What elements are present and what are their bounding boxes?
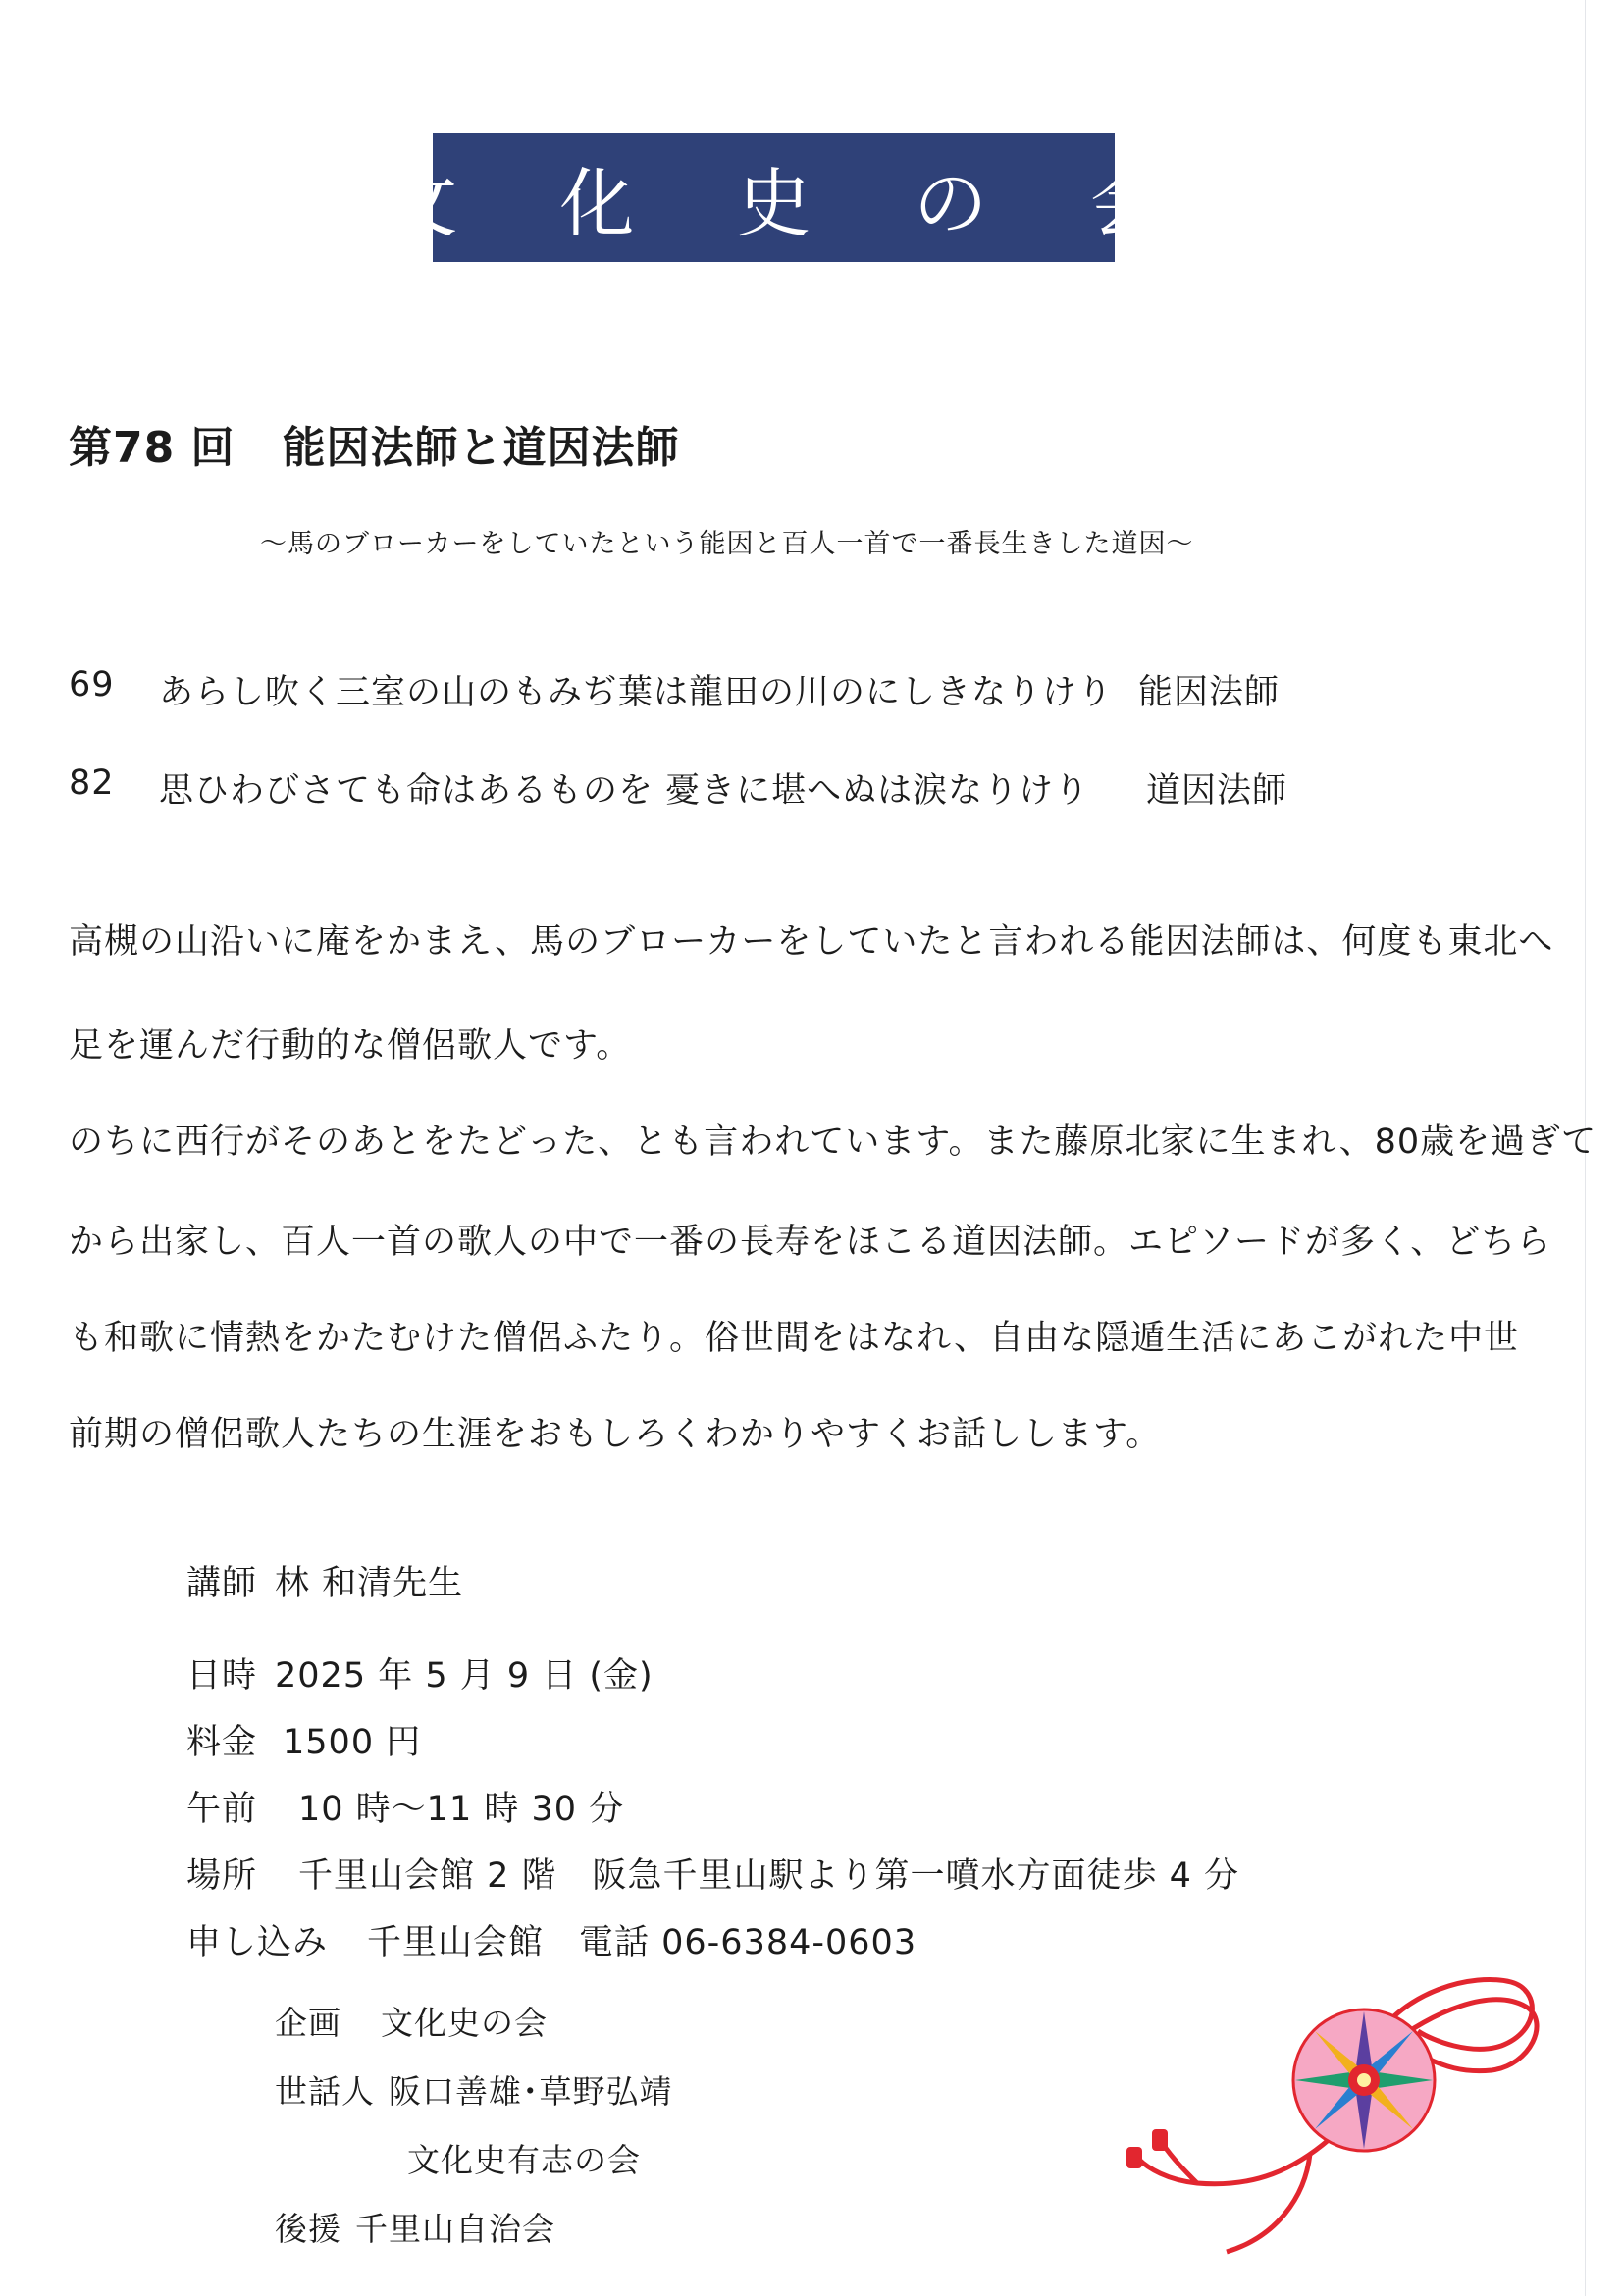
apply-label: 申し込み <box>186 1923 329 1962</box>
poem-number: 69 <box>69 665 115 704</box>
description-line: 前期の僧侶歌人たちの生涯をおもしろくわかりやすくお話しします。 <box>69 1415 1162 1454</box>
lecturer-name: 林 和清先生 <box>275 1564 464 1603</box>
poem-text: あらし吹く三室の山のもみぢ葉は龍田の川のにしきなりけり <box>159 673 1114 712</box>
time-value: 10 時～11 時 30 分 <box>298 1790 625 1829</box>
description-line: 足を運んだ行動的な僧侶歌人です。 <box>69 1026 632 1066</box>
poem-82 <box>69 763 1442 812</box>
organizers-value: 阪口善雄･草野弘靖 <box>389 2072 673 2111</box>
time-row <box>186 1782 624 1831</box>
support-label: 後援 <box>275 2210 341 2248</box>
fee-value: 1500 円 <box>283 1723 422 1762</box>
apply-value: 千里山会館 電話 06-6384-0603 <box>367 1923 917 1962</box>
tassel <box>1152 2129 1168 2151</box>
date-row <box>186 1648 654 1697</box>
venue-value: 千里山会館 2 階 阪急千里山駅より第一噴水方面徒歩 4 分 <box>298 1856 1240 1896</box>
fee-row <box>186 1715 421 1764</box>
support-row <box>275 2204 555 2250</box>
tassel <box>1126 2147 1142 2168</box>
planning-label: 企画 <box>275 2004 341 2042</box>
poem-author: 道因法師 <box>1146 771 1288 810</box>
title-banner <box>383 133 1204 262</box>
poem-number: 82 <box>69 763 115 803</box>
apply-row <box>186 1915 916 1964</box>
date-value: 2025 年 5 月 9 日 (金) <box>275 1656 654 1696</box>
description-line: も和歌に情熱をかたむけた僧侶ふたり。俗世間をはなれ、自由な隠遁生活にあこがれた中世 <box>69 1319 1520 1358</box>
planning-value: 文化史の会 <box>381 2004 548 2042</box>
date-label: 日時 <box>186 1656 258 1696</box>
lecturer-row <box>186 1556 463 1605</box>
lecturer-label: 講師 <box>186 1564 258 1603</box>
poem-69 <box>69 665 1442 714</box>
session-number: 第78 回 <box>69 423 236 473</box>
banner-title: 文 化 史 の 会 <box>383 160 1204 247</box>
organizers-label: 世話人 <box>275 2072 375 2111</box>
venue-label: 場所 <box>186 1856 258 1896</box>
cord-tail <box>1227 2154 1310 2252</box>
venue-row <box>186 1849 1239 1898</box>
session-title: 能因法師と道因法師 <box>282 423 680 473</box>
fee-label: 料金 <box>186 1723 258 1762</box>
description-line: 高槻の山沿いに庵をかまえ、馬のブローカーをしていたと言われる能因法師は、何度も東北へ <box>69 922 1554 962</box>
temari-ball-icon <box>1079 1972 1550 2267</box>
time-label: 午前 <box>186 1790 258 1829</box>
planning-row <box>275 1998 548 2044</box>
description-line: のちに西行がそのあとをたどった、とも言われています。また藤原北家に生まれ、80歳を過ぎて <box>69 1122 1597 1162</box>
session-subtitle: ～馬のブローカーをしていたという能因と百人一首で一番長生きした道因～ <box>260 529 1194 559</box>
organizers-row <box>275 2066 673 2113</box>
poem-author: 能因法師 <box>1138 673 1281 712</box>
support-value: 千里山自治会 <box>355 2210 555 2248</box>
poem-text: 思ひわびさても命はあるものを 憂きに堪へぬは涙なりけり <box>159 771 1090 810</box>
ball-center <box>1357 2073 1371 2087</box>
session-heading <box>69 412 680 475</box>
organizers-group: 文化史有志の会 <box>407 2141 641 2179</box>
description-line: から出家し、百人一首の歌人の中で一番の長寿をほこる道因法師。エピソードが多く、どちら <box>69 1223 1552 1262</box>
